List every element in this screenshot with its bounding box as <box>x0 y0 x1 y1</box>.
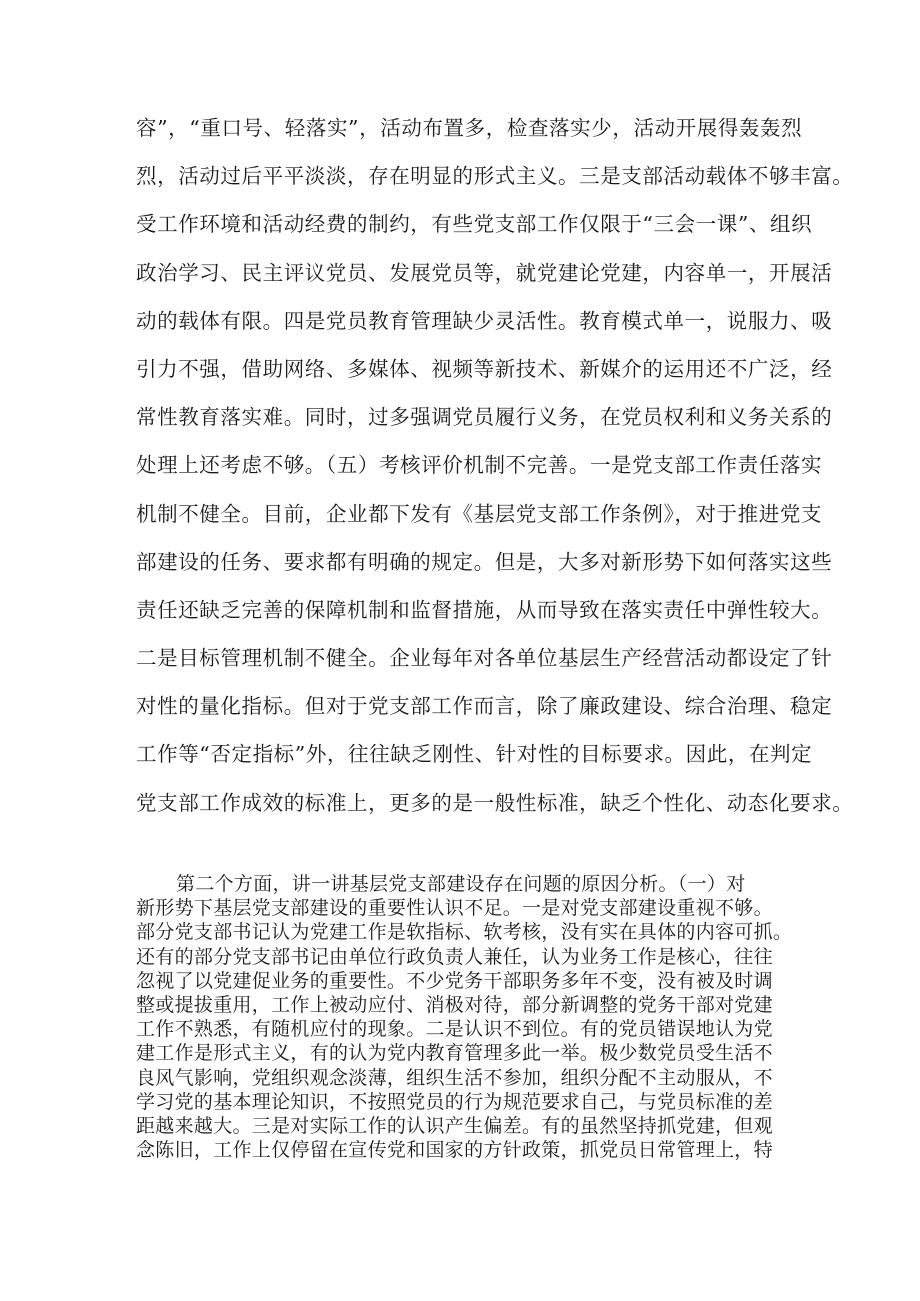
text-line: 常性教育落实难。同时，过多强调党员履行义务，在党员权利和义务关系的 <box>136 405 833 430</box>
text-line: 念陈旧，工作上仅停留在宣传党和国家的方针政策，抓党员日常管理上，特 <box>136 1139 773 1162</box>
text-line: 责任还缺乏完善的保障机制和监督措施，从而导致在落实责任中弹性较大。 <box>136 597 833 622</box>
text-line: 引力不强，借助网络、多媒体、视频等新技术、新媒介的运用还不广泛，经 <box>136 356 833 381</box>
text-line: 受工作环境和活动经费的制约，有些党支部工作仅限于“三会一课”、组织 <box>136 212 813 237</box>
text-line: 工作等“否定指标”外，往往缺乏刚性、针对性的目标要求。因此，在判定 <box>136 742 813 767</box>
section-two-paragraph <box>136 872 792 1162</box>
text-line: 距越来越大。三是对实际工作的认识产生偏差。有的虽然坚持抓党建，但观 <box>136 1114 773 1137</box>
section-one-paragraph <box>136 111 854 834</box>
text-line: 对性的量化指标。但对于党支部工作而言，除了廉政建设、综合治理、稳定 <box>136 694 833 719</box>
text-line: 烈，活动过后平平淡淡，存在明显的形式主义。三是支部活动载体不够丰富。 <box>136 164 854 189</box>
text-line: 容”，“重口号、轻落实”，活动布置多，检查落实少，活动开展得轰轰烈 <box>136 116 803 140</box>
text-line: 党支部工作成效的标准上，更多的是一般性标准，缺乏个性化、动态化要求。 <box>136 790 854 815</box>
text-line: 良风气影响，党组织观念淡薄，组织生活不参加，组织分配不主动服从，不 <box>136 1066 773 1089</box>
text-line: 部分党支部书记认为党建工作是软指标、软考核，没有实在具体的内容可抓。 <box>136 921 793 944</box>
text-line-first-indented: 第二个方面，讲一讲基层党支部建设存在问题的原因分析。（一）对 <box>176 873 746 895</box>
text-line: 部建设的任务、要求都有明确的规定。但是，大多对新形势下如何落实这些 <box>136 549 833 574</box>
text-line: 建工作是形式主义，有的认为党内教育管理多此一举。极少数党员受生活不 <box>136 1042 773 1065</box>
text-line: 二是目标管理机制不健全。企业每年对各单位基层生产经营活动都设定了针 <box>136 646 833 671</box>
text-line: 还有的部分党支部书记由单位行政负责人兼任，认为业务工作是核心，往往 <box>136 945 773 968</box>
text-line: 机制不健全。目前，企业都下发有《基层党支部工作条例》，对于推进党支 <box>136 501 823 526</box>
text-line: 整或提拔重用，工作上被动应付、消极对待，部分新调整的党务干部对党建 <box>136 993 773 1016</box>
text-line: 新形势下基层党支部建设的重要性认识不足。一是对党支部建设重视不够。 <box>136 897 773 920</box>
text-line: 处理上还考虑不够。（五）考核评价机制不完善。一是党支部工作责任落实 <box>136 453 823 478</box>
text-line: 忽视了以党建促业务的重要性。不少党务干部职务多年不变，没有被及时调 <box>136 969 773 992</box>
text-line: 学习党的基本理论知识，不按照党员的行为规范要求自己，与党员标准的差 <box>136 1090 773 1113</box>
text-line: 工作不熟悉，有随机应付的现象。二是认识不到位。有的党员错误地认为党 <box>136 1018 773 1041</box>
text-line: 政治学习、民主评议党员、发展党员等，就党建论党建，内容单一，开展活 <box>136 260 833 285</box>
text-line: 动的载体有限。四是党员教育管理缺少灵活性。教育模式单一，说服力、吸 <box>136 308 833 333</box>
